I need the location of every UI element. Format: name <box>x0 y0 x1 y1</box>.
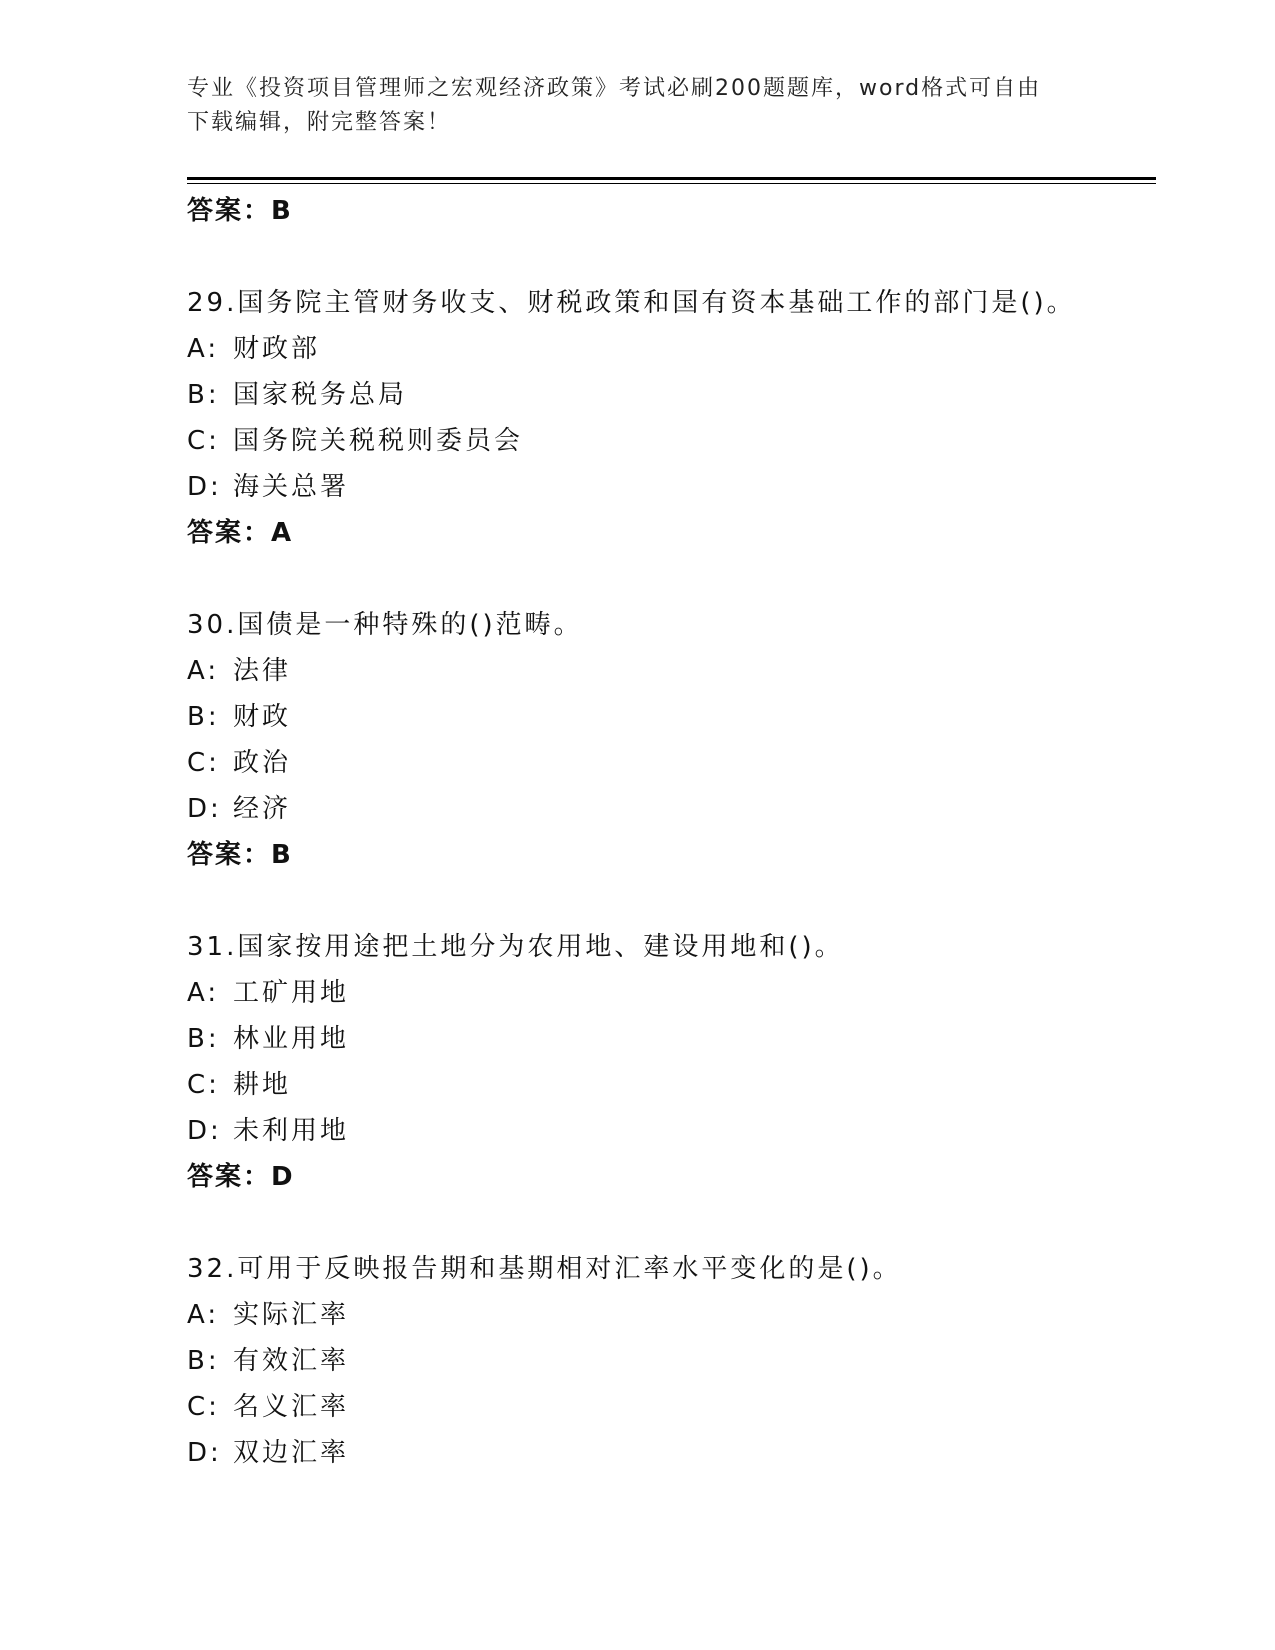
answer-label: 答案：D <box>187 1162 295 1192</box>
question-text: 32.可用于反映报告期和基期相对汇率水平变化的是()。 <box>187 1254 902 1284</box>
question-block <box>187 602 1147 924</box>
option-b <box>187 1016 1147 1062</box>
option-text: 财政部 <box>233 334 321 364</box>
header-divider-thick <box>187 177 1156 180</box>
option-d <box>187 1430 1147 1476</box>
option-letter: C: <box>187 1392 220 1422</box>
option-c <box>187 740 1147 786</box>
option-letter: B: <box>187 1024 220 1054</box>
option-letter: D: <box>187 1116 222 1146</box>
option-letter: B: <box>187 1346 220 1376</box>
option-c <box>187 1062 1147 1108</box>
option-text: 实际汇率 <box>233 1300 350 1330</box>
answer-label: 答案：B <box>187 196 293 226</box>
answer-label: 答案：B <box>187 840 293 870</box>
option-letter: D: <box>187 794 222 824</box>
option-letter: D: <box>187 472 222 502</box>
answer-label: 答案：A <box>187 518 294 548</box>
question-text: 30.国债是一种特殊的()范畴。 <box>187 610 583 640</box>
option-letter: C: <box>187 748 220 778</box>
option-a <box>187 648 1147 694</box>
option-a <box>187 1292 1147 1338</box>
question-text: 29.国务院主管财务收支、财税政策和国有资本基础工作的部门是()。 <box>187 288 1076 318</box>
option-a <box>187 326 1147 372</box>
option-d <box>187 786 1147 832</box>
option-letter: A: <box>187 1300 220 1330</box>
option-text: 法律 <box>233 656 292 686</box>
option-text: 国务院关税税则委员会 <box>233 426 524 456</box>
header-line-1: 专业《投资项目管理师之宏观经济政策》考试必刷200题题库，word格式可自由 <box>187 76 1042 101</box>
question-list <box>187 188 1147 1476</box>
option-letter: A: <box>187 978 220 1008</box>
option-text: 未利用地 <box>233 1116 350 1146</box>
question-block <box>187 280 1147 602</box>
question-block <box>187 1246 1147 1476</box>
option-letter: A: <box>187 656 220 686</box>
question-text: 31.国家按用途把土地分为农用地、建设用地和()。 <box>187 932 844 962</box>
option-letter: A: <box>187 334 220 364</box>
option-text: 海关总署 <box>233 472 350 502</box>
option-text: 有效汇率 <box>233 1346 350 1376</box>
option-text: 林业用地 <box>233 1024 350 1054</box>
option-text: 双边汇率 <box>233 1438 350 1468</box>
option-text: 财政 <box>233 702 292 732</box>
option-b <box>187 1338 1147 1384</box>
option-text: 耕地 <box>233 1070 292 1100</box>
header-divider-thin <box>187 183 1156 184</box>
option-d <box>187 1108 1147 1154</box>
option-text: 国家税务总局 <box>233 380 408 410</box>
option-letter: B: <box>187 380 220 410</box>
option-letter: C: <box>187 426 220 456</box>
document-header <box>187 72 1077 140</box>
option-c <box>187 1384 1147 1430</box>
option-a <box>187 970 1147 1016</box>
question-block <box>187 924 1147 1246</box>
header-line-2: 下载编辑，附完整答案！ <box>187 110 452 135</box>
option-text: 工矿用地 <box>233 978 350 1008</box>
option-letter: B: <box>187 702 220 732</box>
option-b <box>187 372 1147 418</box>
option-text: 经济 <box>233 794 292 824</box>
option-c <box>187 418 1147 464</box>
option-b <box>187 694 1147 740</box>
option-d <box>187 464 1147 510</box>
option-text: 名义汇率 <box>233 1392 350 1422</box>
option-letter: C: <box>187 1070 220 1100</box>
option-text: 政治 <box>233 748 292 778</box>
option-letter: D: <box>187 1438 222 1468</box>
